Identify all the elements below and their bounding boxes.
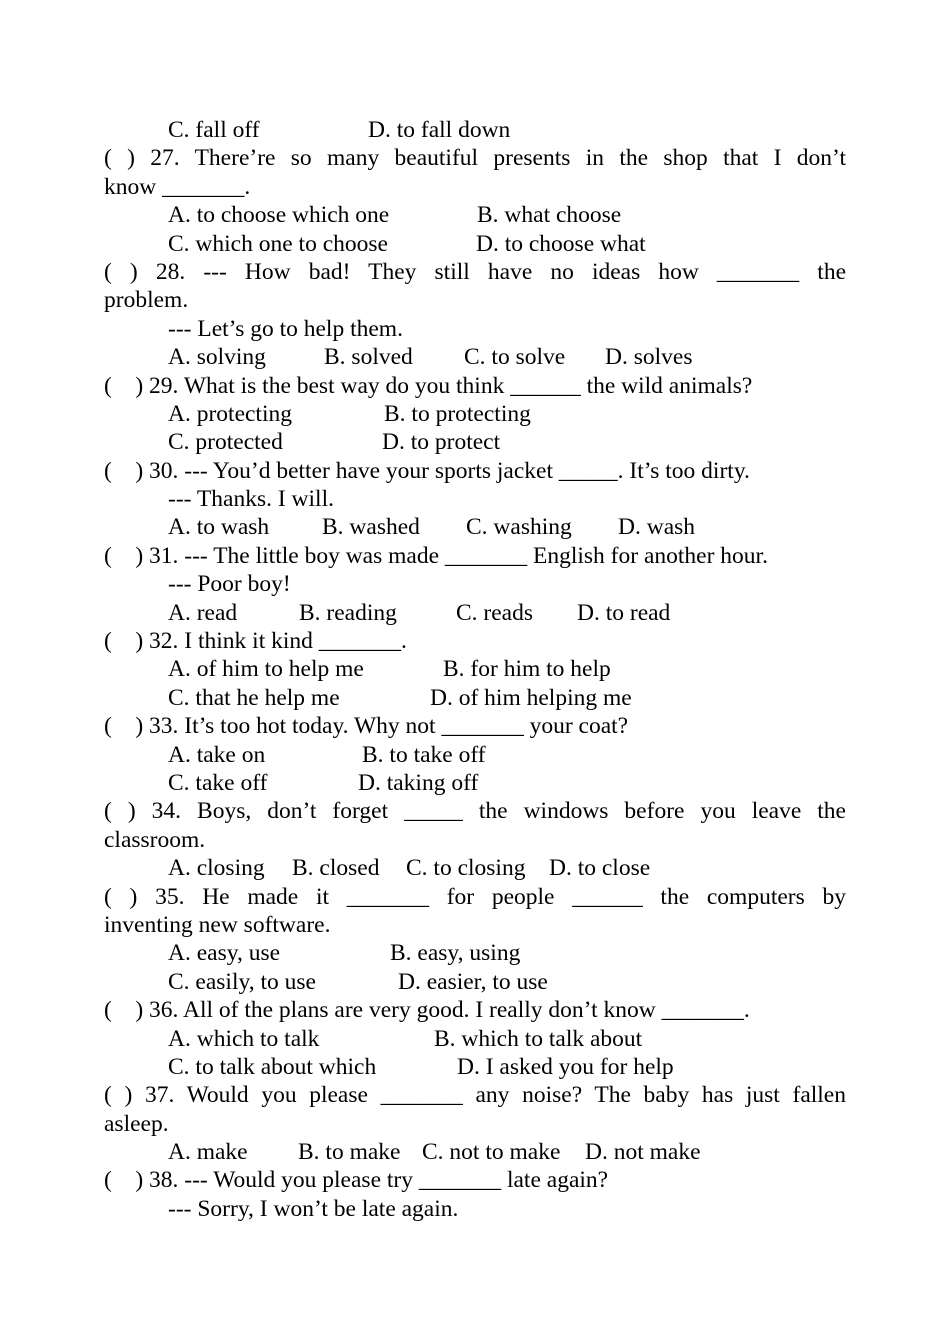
answer-options <box>104 741 846 769</box>
answer-option: C. protected <box>168 429 283 456</box>
answer-options <box>104 230 846 258</box>
answer-option: D. not make <box>585 1139 701 1166</box>
answer-options <box>104 1138 846 1166</box>
answer-options <box>104 655 846 683</box>
question-text: asleep. <box>104 1110 169 1137</box>
question-text: ( ) 36. All of the plans are very good. I really don’t know _______. <box>104 997 750 1024</box>
answer-option: D. to choose what <box>476 230 646 257</box>
answer-option: B. for him to help <box>443 656 611 683</box>
answer-option: A. which to talk <box>168 1025 320 1052</box>
answer-option: D. to fall down <box>368 117 511 143</box>
question-text: ( ) 37. Would you please _______ any noise? The baby has just fallen <box>104 1082 846 1109</box>
answer-option: A. take on <box>168 741 266 768</box>
answer-option: A. to wash <box>168 514 270 541</box>
question-text: classroom. <box>104 826 206 853</box>
answer-option: D. to read <box>577 599 671 626</box>
answer-option: D. I asked you for help <box>457 1053 674 1080</box>
answer-option: B. which to talk about <box>434 1025 643 1052</box>
answer-options <box>104 1025 846 1053</box>
answer-option: C. to solve <box>464 344 566 371</box>
question-text: ( ) 38. --- Would you please try _______ late again? <box>104 1167 609 1194</box>
question-text: ( ) 31. --- The little boy was made _______ English for another hour. <box>104 542 768 569</box>
question-text: problem. <box>104 287 189 314</box>
answer-option: C. which one to choose <box>168 230 388 257</box>
answer-option: A. easy, use <box>168 940 281 967</box>
dialogue-line: --- Let’s go to help them. <box>168 315 403 342</box>
question-text: ( ) 28. --- How bad! They still have no ideas how _______ the <box>104 258 846 285</box>
answer-option: C. reads <box>456 599 534 626</box>
answer-option: C. easily, to use <box>168 968 316 995</box>
answer-options <box>104 769 846 797</box>
answer-options <box>104 1053 846 1081</box>
answer-option: D. taking off <box>358 769 479 796</box>
dialogue-line: --- Sorry, I won’t be late again. <box>168 1195 459 1222</box>
question-text: ( ) 33. It’s too hot today. Why not _______ your coat? <box>104 713 629 740</box>
answer-option: A. of him to help me <box>168 656 364 683</box>
answer-option: D. to close <box>549 855 651 882</box>
dialogue-line: --- Thanks. I will. <box>168 486 334 513</box>
question-text: ( ) 32. I think it kind _______. <box>104 628 407 655</box>
question-list <box>104 116 846 1223</box>
answer-option: A. read <box>168 599 238 626</box>
answer-option: C. not to make <box>422 1139 561 1166</box>
answer-option: D. solves <box>605 344 693 371</box>
answer-option: C. that he help me <box>168 684 340 711</box>
answer-options <box>104 513 846 541</box>
answer-options <box>104 400 846 428</box>
question-text: ( ) 34. Boys, don’t forget _____ the windows before you leave the <box>104 798 846 825</box>
answer-option: C. take off <box>168 769 268 796</box>
question-text: know _______. <box>104 173 251 200</box>
answer-options <box>104 116 846 144</box>
answer-options <box>104 968 846 996</box>
dialogue-line: --- Poor boy! <box>168 571 291 598</box>
answer-options <box>104 939 846 967</box>
answer-option: A. make <box>168 1139 248 1166</box>
answer-option: B. to protecting <box>384 400 531 427</box>
answer-option: A. to choose which one <box>168 202 390 229</box>
answer-options <box>104 599 846 627</box>
answer-option: B. to make <box>298 1139 401 1166</box>
answer-option: D. of him helping me <box>430 684 632 711</box>
answer-options <box>104 854 846 882</box>
answer-option: A. closing <box>168 855 265 882</box>
question-text: ( ) 29. What is the best way do you think ______ the wild animals? <box>104 372 753 399</box>
answer-option: D. wash <box>618 514 696 541</box>
answer-options <box>104 343 846 371</box>
answer-option: D. to protect <box>382 429 501 456</box>
answer-option: C. to closing <box>406 855 526 882</box>
answer-option: B. reading <box>299 599 397 626</box>
answer-option: B. what choose <box>477 202 622 229</box>
answer-option: C. washing <box>466 514 572 541</box>
answer-option: A. solving <box>168 344 266 371</box>
question-text: ( ) 27. There’re so many beautiful presents in the shop that I don’t <box>104 145 846 172</box>
answer-option: C. fall off <box>168 117 260 143</box>
answer-option: D. easier, to use <box>398 968 548 995</box>
answer-option: B. washed <box>322 514 420 541</box>
answer-option: B. closed <box>292 855 380 882</box>
answer-option: C. to talk about which <box>168 1053 377 1080</box>
answer-option: B. easy, using <box>390 940 521 967</box>
answer-option: A. protecting <box>168 400 292 427</box>
question-text: ( ) 35. He made it _______ for people ______ the computers by <box>104 883 846 910</box>
answer-options <box>104 428 846 456</box>
answer-options <box>104 684 846 712</box>
answer-option: B. solved <box>324 344 413 371</box>
question-text: inventing new software. <box>104 911 331 938</box>
answer-option: B. to take off <box>362 741 486 768</box>
question-text: ( ) 30. --- You’d better have your sports jacket _____. It’s too dirty. <box>104 457 750 484</box>
answer-options <box>104 201 846 229</box>
